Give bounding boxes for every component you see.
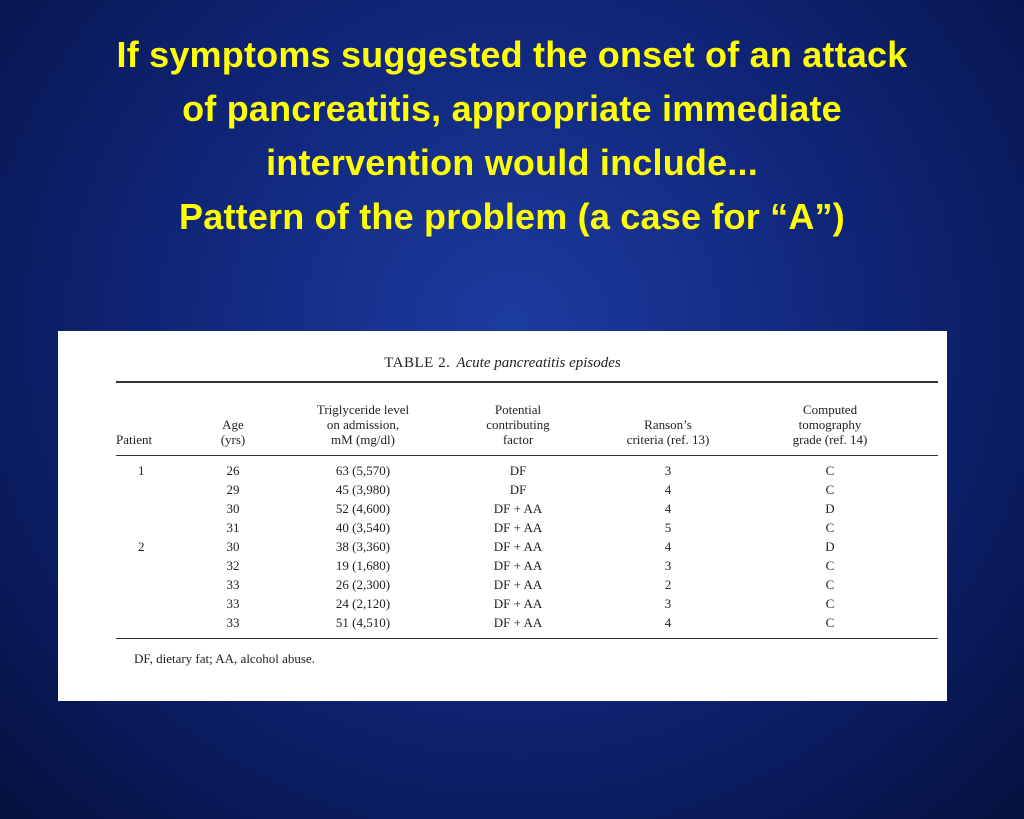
cell-ct: C xyxy=(825,577,835,592)
cell-factor: DF + AA xyxy=(493,558,543,573)
cell-triglyceride: 19 (1,680) xyxy=(335,558,391,573)
cell-ranson: 4 xyxy=(664,501,672,516)
header-triglyceride: Triglyceride level on admission, mM (mg/dl) xyxy=(316,402,410,447)
cell-ct: D xyxy=(825,501,835,516)
cell-triglyceride: 45 (3,980) xyxy=(335,482,391,497)
cell-ranson: 3 xyxy=(664,596,672,611)
table-caption-title: Acute pancreatitis episodes xyxy=(456,355,621,371)
cell-age: 26 xyxy=(226,463,240,478)
table-footnote: DF, dietary fat; AA, alcohol abuse. xyxy=(134,651,315,666)
cell-factor: DF + AA xyxy=(493,501,543,516)
cell-ranson: 4 xyxy=(664,539,672,554)
cell-ct: D xyxy=(825,539,835,554)
cell-triglyceride: 26 (2,300) xyxy=(335,577,391,592)
header-ranson: Ranson’s criteria (ref. 13) xyxy=(626,417,710,447)
title-line-4: Pattern of the problem (a case for “A”) xyxy=(179,196,845,237)
table-figure xyxy=(58,331,947,701)
cell-age: 33 xyxy=(226,596,240,611)
header-factor: Potential contributing factor xyxy=(486,402,550,447)
cell-factor: DF xyxy=(509,463,527,478)
cell-factor: DF + AA xyxy=(493,577,543,592)
cell-ct: C xyxy=(825,558,835,573)
cell-ranson: 2 xyxy=(664,577,672,592)
cell-ct: C xyxy=(825,615,835,630)
cell-age: 31 xyxy=(226,520,240,535)
title-line-1: If symptoms suggested the onset of an attack xyxy=(116,34,908,75)
cell-factor: DF xyxy=(509,482,527,497)
cell-age: 29 xyxy=(226,482,240,497)
cell-age: 30 xyxy=(226,501,240,516)
cell-triglyceride: 51 (4,510) xyxy=(335,615,391,630)
cell-ranson: 3 xyxy=(664,463,672,478)
cell-ct: C xyxy=(825,596,835,611)
cell-ct: C xyxy=(825,482,835,497)
cell-age: 32 xyxy=(226,558,240,573)
cell-age: 30 xyxy=(226,539,240,554)
cell-ranson: 5 xyxy=(664,520,672,535)
header-age: Age (yrs) xyxy=(220,417,246,447)
cell-factor: DF + AA xyxy=(493,520,543,535)
cell-factor: DF + AA xyxy=(493,596,543,611)
table-header-rule xyxy=(116,455,938,456)
cell-patient: 1 xyxy=(138,463,145,478)
cell-triglyceride: 38 (3,360) xyxy=(335,539,391,554)
cell-ct: C xyxy=(825,520,835,535)
cell-ranson: 4 xyxy=(664,482,672,497)
slide-title xyxy=(0,28,1024,244)
table-top-rule xyxy=(116,381,938,383)
title-line-3: intervention would include... xyxy=(266,142,758,183)
cell-factor: DF + AA xyxy=(493,615,543,630)
cell-factor: DF + AA xyxy=(493,539,543,554)
cell-age: 33 xyxy=(226,615,240,630)
cell-triglyceride: 24 (2,120) xyxy=(335,596,391,611)
cell-ranson: 3 xyxy=(664,558,672,573)
header-patient: Patient xyxy=(116,432,153,447)
cell-ct: C xyxy=(825,463,835,478)
table-caption-label: TABLE 2. xyxy=(384,355,451,371)
cell-triglyceride: 63 (5,570) xyxy=(335,463,391,478)
table-bottom-rule xyxy=(116,638,938,639)
title-line-2: of pancreatitis, appropriate immediate xyxy=(182,88,842,129)
cell-age: 33 xyxy=(226,577,240,592)
cell-triglyceride: 52 (4,600) xyxy=(335,501,391,516)
cell-triglyceride: 40 (3,540) xyxy=(335,520,391,535)
table-caption xyxy=(58,355,947,372)
cell-patient: 2 xyxy=(138,539,145,554)
cell-ranson: 4 xyxy=(664,615,672,630)
header-ct: Computed tomography grade (ref. 14) xyxy=(792,402,868,447)
